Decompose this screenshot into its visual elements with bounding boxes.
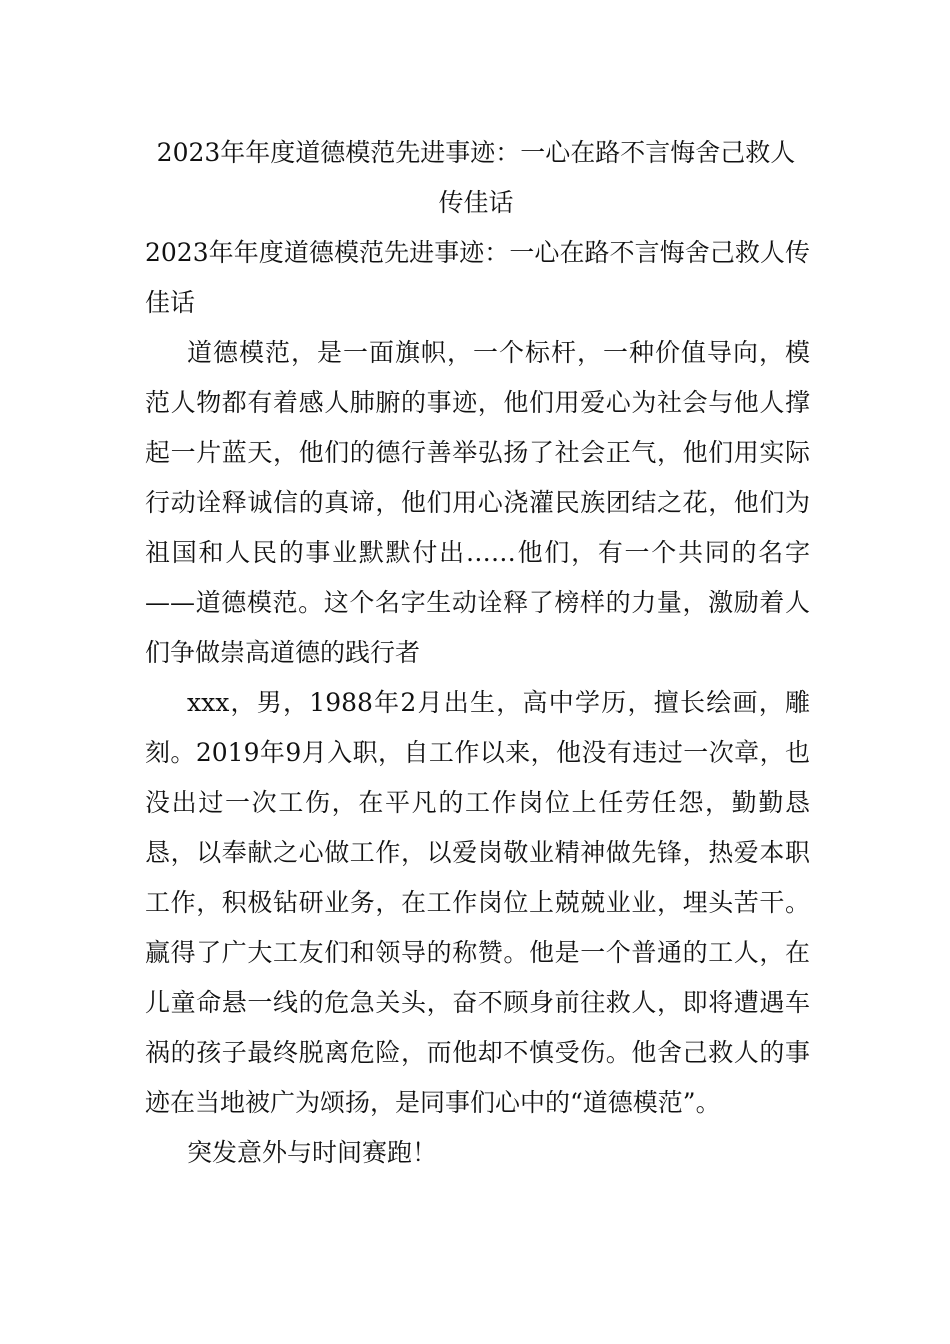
document-subtitle: 2023年年度道德模范先进事迹：一心在路不言悔舍己救人传佳话: [145, 238, 810, 317]
paragraph-profile: xxx，男，1988年2月出生，高中学历，擅长绘画，雕刻。2019年9月入职，自工作以来，他没有违过一次章，也没出过一次工伤，在平凡的工作岗位上任劳任怨，勤勤恳恳，以奉献之心做工作，以爱岗敬业精神做先锋，热爱本职工作，积极钻研业务，在工作岗位上兢兢业业，埋头苦干。赢得了广大工友们和领导的称赞。他是一个普通的工人，在儿童命悬一线的危急关头，奋不顾身前往救人，即将遭遇车祸的孩子最终脱离危险，而他却不慎受伤。他舍己救人的事迹在当地被广为颂扬，是同事们心中的“道德模范”。: [145, 688, 810, 1117]
document-body: [145, 228, 810, 1178]
document-title: 2023年年度道德模范先进事迹：一心在路不言悔舍己救人传佳话: [156, 138, 796, 217]
paragraph-intro: 道德模范，是一面旗帜，一个标杆，一种价值导向，模范人物都有着感人肺腑的事迹，他们用爱心为社会与他人撑起一片蓝天，他们的德行善举弘扬了社会正气，他们用实际行动诠释诚信的真谛，他们用心浇灌民族团结之花，他们为祖国和人民的事业默默付出……他们，有一个共同的名字——道德模范。这个名字生动诠释了榜样的力量，激励着人们争做崇高道德的践行者: [145, 338, 810, 667]
paragraph-heading: 突发意外与时间赛跑！: [187, 1138, 438, 1167]
